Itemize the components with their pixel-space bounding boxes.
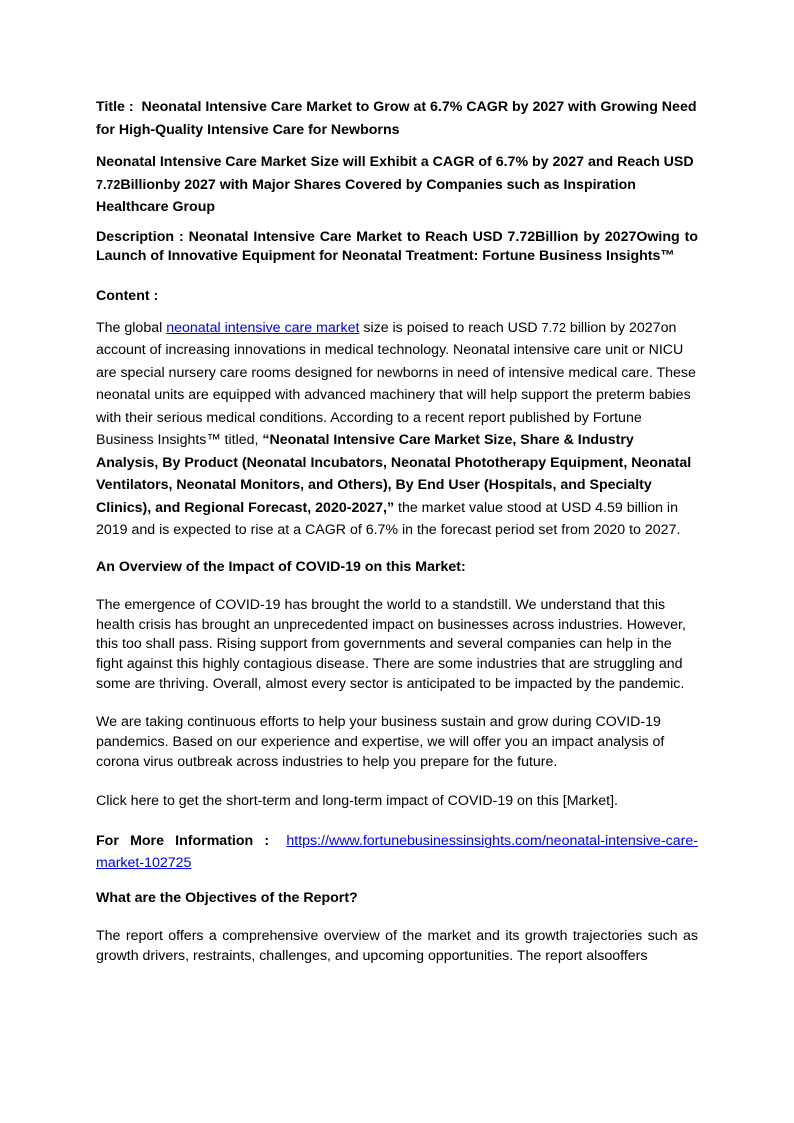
more-info bbox=[96, 830, 698, 874]
document-page bbox=[96, 96, 698, 986]
intro-paragraph bbox=[96, 317, 698, 542]
title-text: Neonatal Intensive Care Market to Grow at 6.7% CAGR by 2027 with Growing Need for High-Quality Intensive Care for Newborns bbox=[96, 99, 697, 138]
intro-value: 7.72 bbox=[541, 320, 566, 335]
description-text: Neonatal Intensive Care Market to Reach USD 7.72Billion by 2027Owing to Launch of Innovative Equipment for Neonatal Treatment: Fortune Business Insights™ bbox=[96, 228, 698, 265]
more-info-label: For More Information : bbox=[96, 833, 270, 850]
intro-lead: The global bbox=[96, 319, 167, 336]
covid-paragraph-2: We are taking continuous efforts to help your business sustain and grow during COVID-19 pandemics. Based on our experience and expertise, we will offer you an impact analysis of corona virus outbreak across industries to help you prepare for the future. bbox=[96, 714, 665, 770]
document-headline bbox=[96, 151, 698, 219]
document-description bbox=[96, 228, 698, 267]
objectives-heading: What are the Objectives of the Report? bbox=[96, 890, 358, 907]
intro-tail: the market value stood at USD 4.59 billion in 2019 and is expected to rise at a CAGR of 6.7% in the forecast period set from 2020 to 2027. bbox=[96, 499, 681, 539]
intro-mid2: billion by 2027on account of increasing innovations in medical technology. Neonatal intensive care unit or NICU are special nursery care rooms designed for newborns in need of intensive medical care. These neonatal units are equipped with advanced machinery that will help support the preterm babies with their serious medical conditions. According to a recent report published by Fortune Business Insights™ titled, bbox=[96, 319, 696, 449]
covid-paragraph-3: Click here to get the short-term and long-term impact of COVID-19 on this [Market]. bbox=[96, 792, 618, 809]
title-label: Title : bbox=[96, 99, 134, 115]
objectives-paragraph: The report offers a comprehensive overview of the market and its growth trajectories such as growth drivers, restraints, challenges, and upcoming opportunities. The report alsooffers bbox=[96, 928, 698, 964]
covid-heading: An Overview of the Impact of COVID-19 on this Market: bbox=[96, 558, 466, 575]
document-title bbox=[96, 96, 698, 141]
covid-paragraph-1: The emergence of COVID-19 has brought the world to a standstill. We understand that this health crisis has brought an unprecedented impact on businesses across industries. However, this too shall pass. Rising support from governments and several companies can help in the fight against this highly contagious disease. There are some industries that are struggling and some are thriving. Overall, almost every sector is anticipated to be impacted by the pandemic. bbox=[96, 596, 686, 692]
description-label: Description : bbox=[96, 228, 184, 245]
headline-value: 7.72 bbox=[96, 177, 121, 192]
headline-part2: Billionby 2027 with Major Shares Covered by Companies such as Inspiration Healthcare Group bbox=[96, 176, 636, 216]
content-label: Content : bbox=[96, 287, 159, 304]
headline-part1: Neonatal Intensive Care Market Size will Exhibit a CAGR of 6.7% by 2027 and Reach USD bbox=[96, 154, 694, 171]
more-info-link[interactable]: https://www.fortunebusinessinsights.com/neonatal-intensive-care-market-102725 bbox=[96, 833, 698, 872]
intro-mid1: size is poised to reach USD bbox=[359, 319, 542, 336]
market-link[interactable]: neonatal intensive care market bbox=[166, 319, 360, 336]
report-title: “Neonatal Intensive Care Market Size, Share & Industry Analysis, By Product (Neonatal Incubators, Neonatal Phototherapy Equipment, Neonatal Ventilators, Neonatal Monitors, and Others), By End User (Hospitals, and Specialty Clinics), and Regional Forecast, 2020-2027,” bbox=[96, 432, 692, 516]
